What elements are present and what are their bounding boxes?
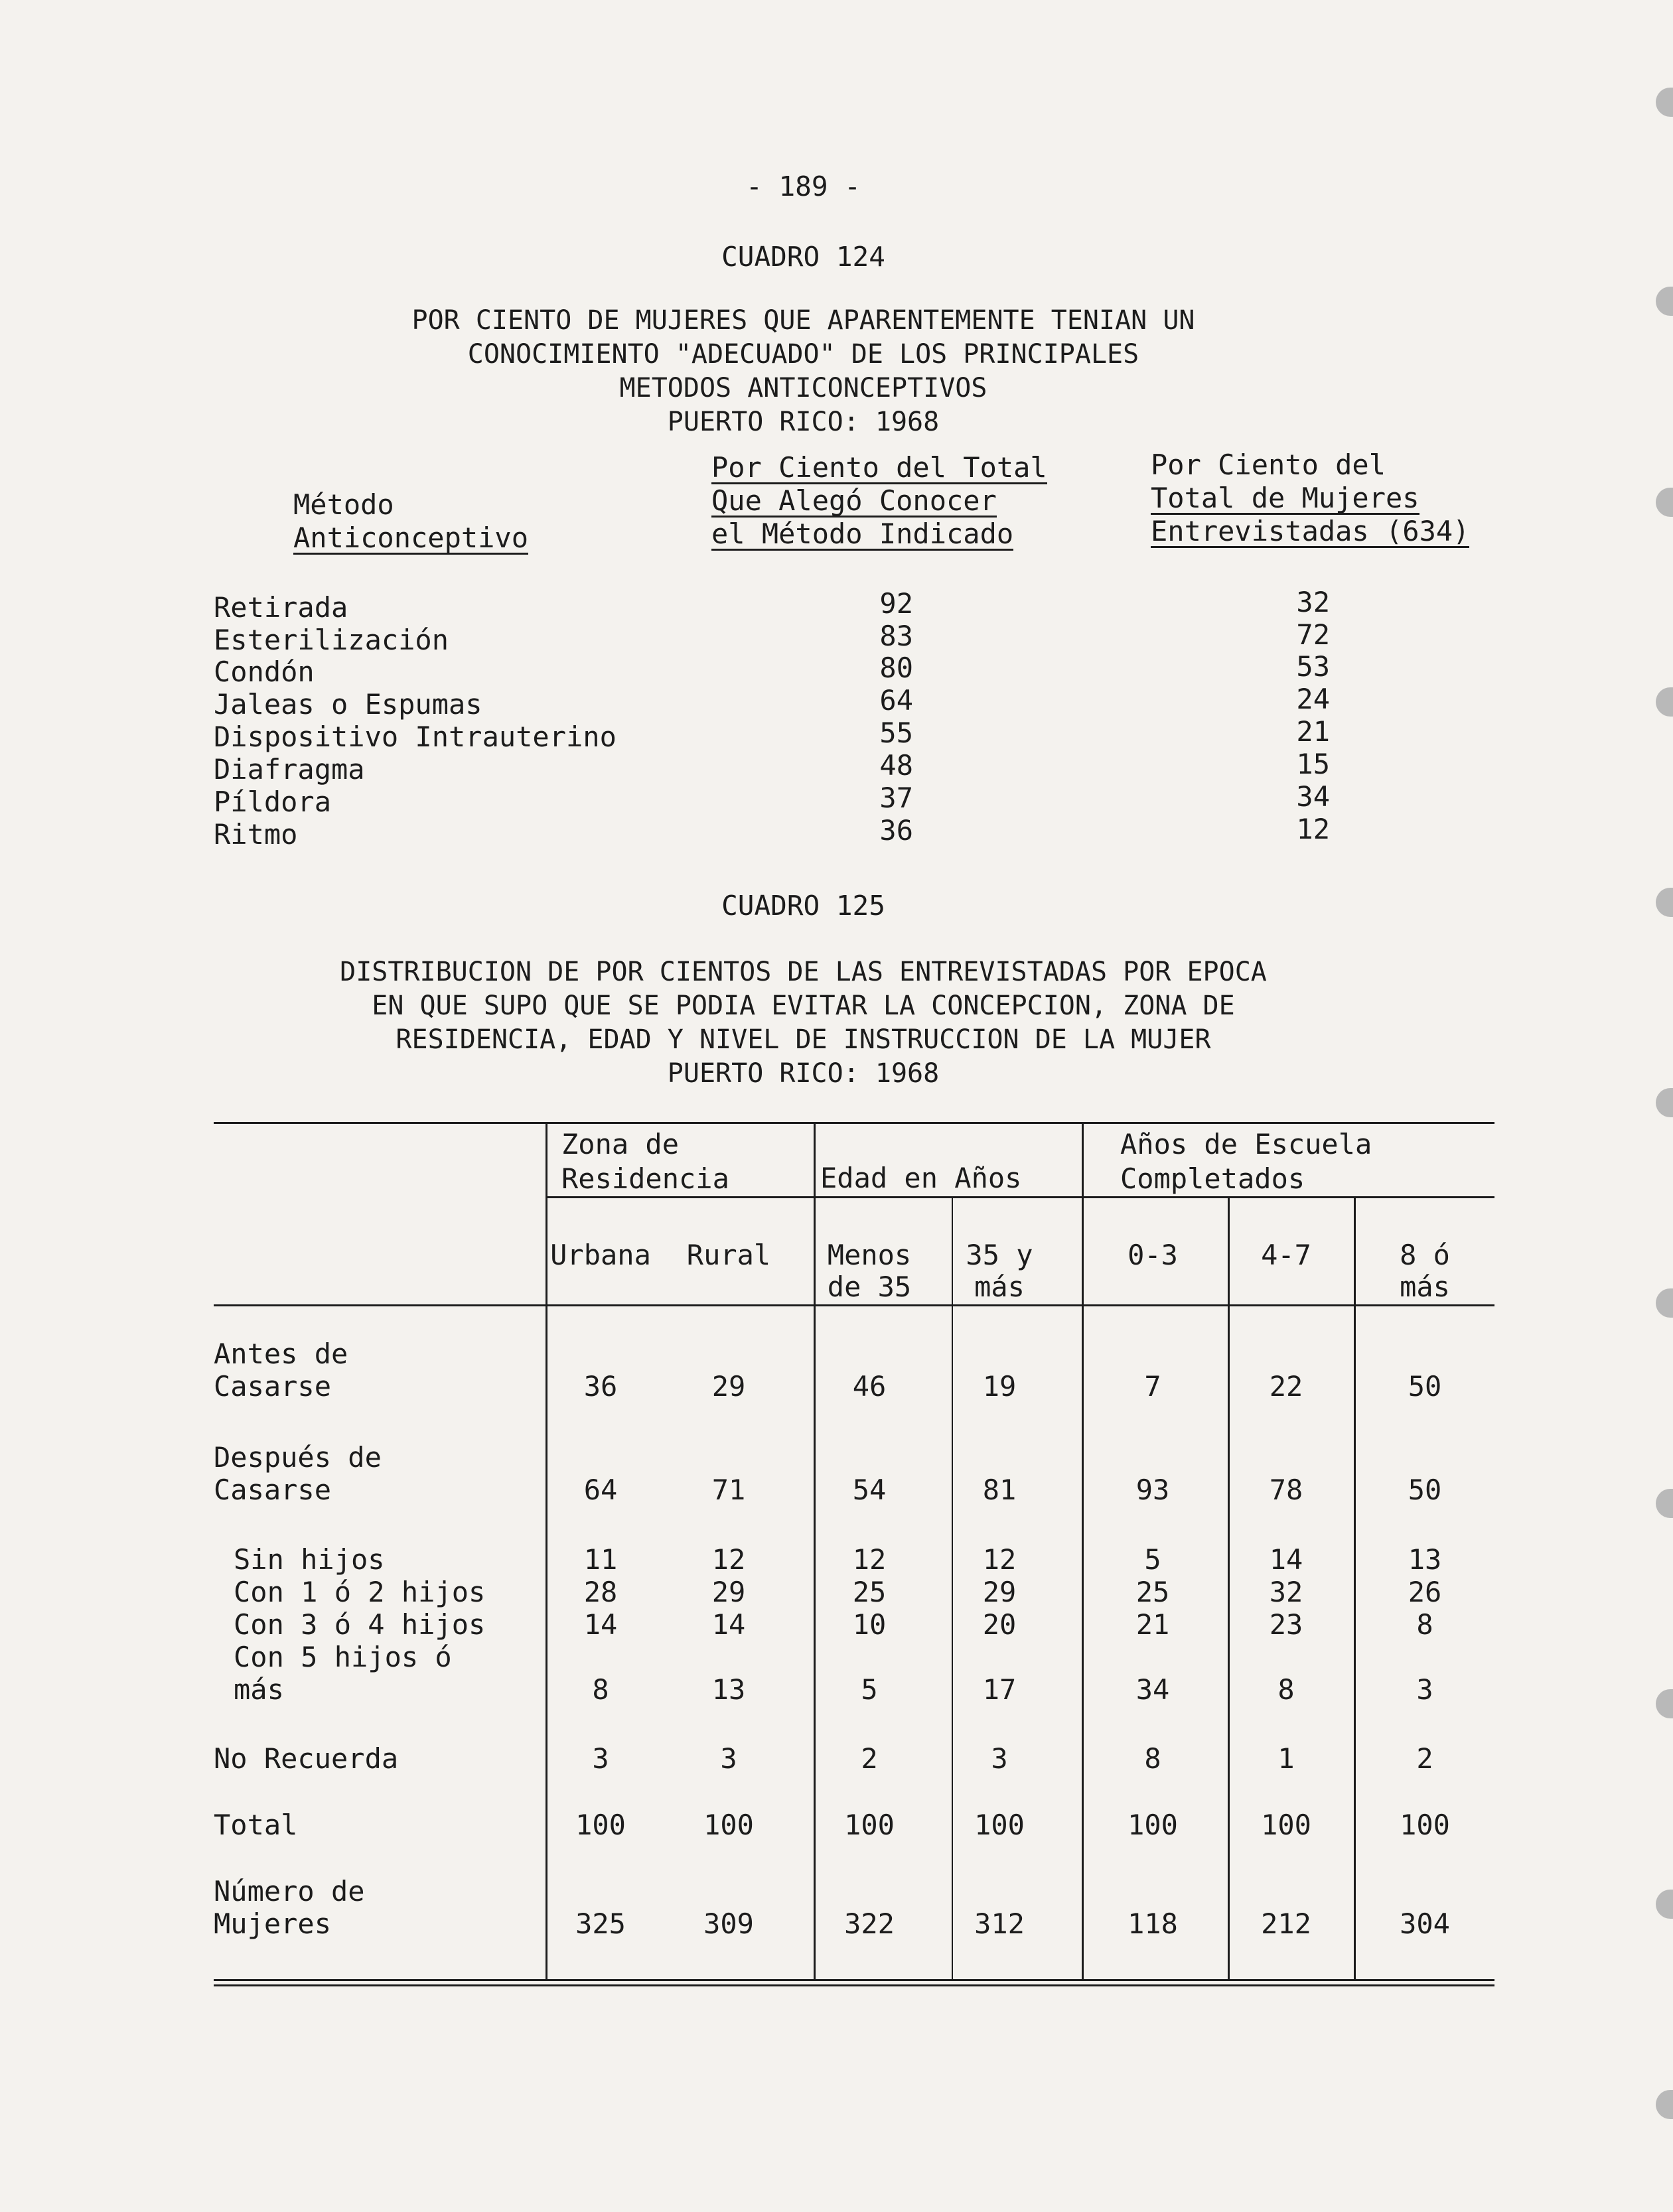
cell-value: 5 [861, 1673, 878, 1706]
method-name: Condón [214, 656, 315, 688]
known-pct-value: 36 [879, 814, 913, 847]
known-pct-value: 92 [879, 587, 913, 620]
total-pct-value: 32 [1296, 586, 1330, 618]
cell-value: 304 [1400, 1907, 1450, 1940]
cell-value: 21 [1135, 1608, 1170, 1641]
cell-value: 25 [852, 1576, 887, 1608]
cell-value: 3 [1416, 1673, 1433, 1706]
total-pct-value: 15 [1296, 748, 1330, 780]
column-header: Rural [686, 1239, 771, 1271]
method-name: Ritmo [214, 818, 298, 851]
binder-hole [1656, 1890, 1673, 1919]
cell-value: 20 [982, 1608, 1017, 1641]
method-name: Diafragma [214, 753, 365, 786]
group-header-edad: Edad en Años [820, 1162, 1022, 1194]
cell-value: 64 [583, 1474, 618, 1506]
total-pct-value: 72 [1296, 618, 1330, 651]
binder-hole [1656, 1088, 1673, 1117]
cell-value: 54 [852, 1474, 887, 1506]
row-label: Con 3 ó 4 hijos [234, 1608, 486, 1641]
row-label: Después de Casarse [214, 1441, 382, 1506]
binder-hole [1656, 687, 1673, 717]
cell-value: 100 [575, 1809, 626, 1841]
cell-value: 28 [583, 1576, 618, 1608]
cell-value: 8 [1144, 1742, 1161, 1775]
cell-value: 14 [1269, 1543, 1303, 1576]
cell-value: 8 [592, 1673, 609, 1706]
table-124-title: POR CIENTO DE MUJERES QUE APARENTEMENTE TENIAN UN CONOCIMIENTO "ADECUADO" DE LOS PRINCIPALES METODOS ANTICONCEPTIVOS PUERTO RICO: 1968 [411, 305, 1195, 437]
total-pct-value: 53 [1296, 650, 1330, 683]
cell-value: 309 [703, 1907, 754, 1940]
cell-value: 100 [844, 1809, 895, 1841]
cell-value: 71 [711, 1474, 746, 1506]
known-pct-value: 80 [879, 652, 913, 684]
row-label: No Recuerda [214, 1742, 399, 1775]
column-header: 8 ó más [1400, 1239, 1450, 1303]
group-header-residencia: Zona de Residencia [561, 1128, 729, 1195]
cell-value: 12 [711, 1543, 746, 1576]
cell-value: 29 [982, 1576, 1017, 1608]
cell-value: 5 [1144, 1543, 1161, 1576]
row-label: Con 1 ó 2 hijos [234, 1576, 486, 1608]
cell-value: 12 [852, 1543, 887, 1576]
column-header: Menos de 35 [827, 1239, 912, 1303]
cell-value: 118 [1127, 1907, 1178, 1940]
cell-value: 322 [844, 1907, 895, 1940]
row-label: Con 5 hijos ó más [234, 1641, 452, 1706]
cell-value: 26 [1408, 1576, 1442, 1608]
cell-value: 25 [1135, 1576, 1170, 1608]
binder-hole [1656, 488, 1673, 517]
row-label: Número de Mujeres [214, 1875, 365, 1940]
table-top-rule [214, 1122, 1494, 1124]
row-label: Sin hijos [234, 1543, 385, 1576]
cell-value: 8 [1416, 1608, 1433, 1641]
cell-value: 100 [1261, 1809, 1311, 1841]
known-pct-value: 48 [879, 749, 913, 782]
cell-value: 3 [592, 1742, 609, 1775]
binder-hole [1656, 1288, 1673, 1318]
cell-value: 36 [583, 1370, 618, 1403]
cell-value: 100 [974, 1809, 1025, 1841]
binder-hole [1656, 2090, 1673, 2119]
known-pct-value: 83 [879, 620, 913, 652]
page-number: - 189 - [746, 171, 861, 202]
method-name: Jaleas o Espumas [214, 688, 482, 721]
cell-value: 23 [1269, 1608, 1303, 1641]
binder-hole [1656, 287, 1673, 316]
cell-value: 78 [1269, 1474, 1303, 1506]
cell-value: 13 [1408, 1543, 1442, 1576]
cell-value: 1 [1277, 1742, 1295, 1775]
table-125-title: DISTRIBUCION DE POR CIENTOS DE LAS ENTREVISTADAS POR EPOCA EN QUE SUPO QUE SE PODIA EVITAR LA CONCEPCION, ZONA DE RESIDENCIA, EDAD Y NIVEL DE INSTRUCCION DE LA MUJER PUERTO RICO: 1968 [340, 957, 1267, 1089]
total-pct-value: 12 [1296, 813, 1330, 845]
group-header-escuela: Años de Escuela Completados [1120, 1128, 1372, 1195]
total-pct-value: 21 [1296, 715, 1330, 748]
cell-value: 325 [575, 1907, 626, 1940]
binder-hole [1656, 888, 1673, 917]
col-header-method: Método Anticonceptivo [293, 488, 529, 554]
cell-value: 100 [1400, 1809, 1450, 1841]
method-name: Dispositivo Intrauterino [214, 721, 617, 753]
cell-value: 81 [982, 1474, 1017, 1506]
cell-value: 46 [852, 1370, 887, 1403]
cell-value: 14 [711, 1608, 746, 1641]
cell-value: 7 [1144, 1370, 1161, 1403]
cell-value: 17 [982, 1673, 1017, 1706]
cell-value: 10 [852, 1608, 887, 1641]
known-pct-value: 55 [879, 717, 913, 749]
col-header-total-pct: Por Ciento del Total de Mujeres Entrevistadas (634) [1151, 449, 1470, 547]
cell-value: 11 [583, 1543, 618, 1576]
column-divider [1354, 1196, 1356, 1979]
method-name: Retirada [214, 591, 348, 624]
method-name: Esterilización [214, 624, 449, 656]
cell-value: 50 [1408, 1370, 1442, 1403]
table-125-label: CUADRO 125 [721, 890, 885, 922]
binder-hole [1656, 1689, 1673, 1718]
method-name: Píldora [214, 786, 332, 818]
known-pct-value: 64 [879, 684, 913, 717]
cell-value: 50 [1408, 1474, 1442, 1506]
cell-value: 19 [982, 1370, 1017, 1403]
cell-value: 3 [720, 1742, 737, 1775]
cell-value: 312 [974, 1907, 1025, 1940]
row-label: Antes de Casarse [214, 1338, 348, 1403]
cell-value: 12 [982, 1543, 1017, 1576]
cell-value: 100 [703, 1809, 754, 1841]
column-header: 0-3 [1127, 1239, 1178, 1271]
cell-value: 14 [583, 1608, 618, 1641]
column-header: 35 y más [966, 1239, 1033, 1303]
cell-value: 29 [711, 1370, 746, 1403]
cell-value: 3 [991, 1742, 1008, 1775]
binder-hole [1656, 88, 1673, 117]
cell-value: 93 [1135, 1474, 1170, 1506]
col-header-known-pct: Por Ciento del Total Que Alegó Conocer el Método Indicado [711, 451, 1047, 550]
cell-value: 22 [1269, 1370, 1303, 1403]
cell-value: 100 [1127, 1809, 1178, 1841]
cell-value: 34 [1135, 1673, 1170, 1706]
table-124-label: CUADRO 124 [721, 241, 885, 273]
total-pct-value: 24 [1296, 683, 1330, 715]
known-pct-value: 37 [879, 782, 913, 814]
column-header: Urbana [550, 1239, 651, 1271]
cell-value: 2 [1416, 1742, 1433, 1775]
table-bottom-rule [214, 1979, 1494, 1981]
cell-value: 8 [1277, 1673, 1295, 1706]
table-bottom-rule-double [214, 1984, 1494, 1986]
cell-value: 2 [861, 1742, 878, 1775]
column-header: 4-7 [1261, 1239, 1311, 1271]
binder-hole [1656, 1489, 1673, 1518]
header-bottom-rule [214, 1304, 1494, 1306]
row-label: Total [214, 1809, 298, 1841]
cell-value: 212 [1261, 1907, 1311, 1940]
group-header-rule [546, 1196, 1494, 1198]
cell-value: 13 [711, 1673, 746, 1706]
cell-value: 29 [711, 1576, 746, 1608]
cell-value: 32 [1269, 1576, 1303, 1608]
total-pct-value: 34 [1296, 780, 1330, 813]
